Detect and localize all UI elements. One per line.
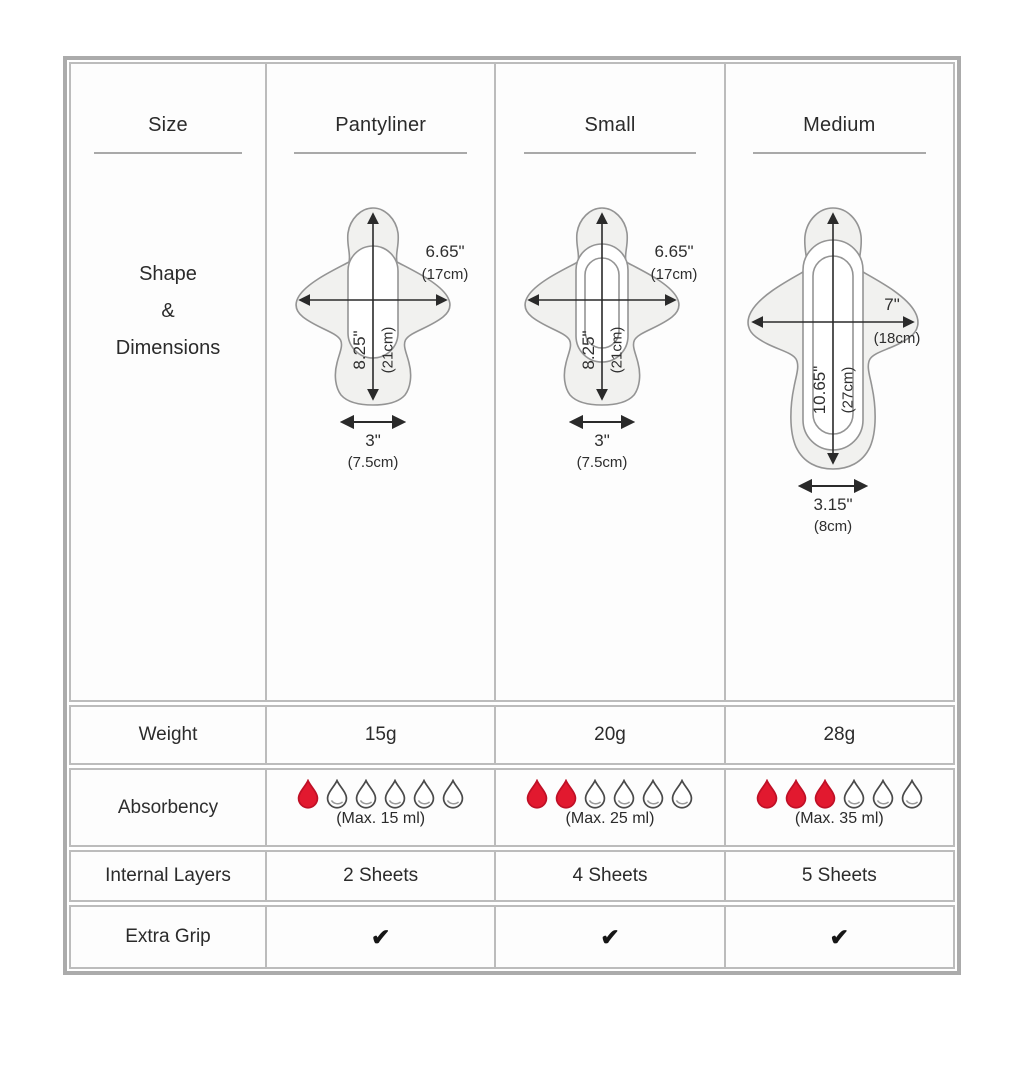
small-header <box>496 64 723 154</box>
size-header <box>71 64 265 154</box>
droplet-outline-icon <box>640 779 666 809</box>
size-header-label: Size <box>148 114 188 136</box>
width-label-in: 7" <box>884 295 901 314</box>
hip-label-cm: (7.5cm) <box>347 454 399 471</box>
droplet-filled-icon <box>783 779 809 809</box>
length-label-cm: (21cm) <box>378 326 396 374</box>
hip-label-cm: (8cm) <box>814 518 853 535</box>
header-underline <box>94 152 241 154</box>
absorbency-cell-medium <box>724 770 953 845</box>
length-label-cm: (27cm) <box>839 366 857 414</box>
weight-row-label: Weight <box>138 724 198 745</box>
hip-label-in: 3.15" <box>813 495 853 514</box>
droplet-filled-icon <box>524 779 550 809</box>
droplet-outline-icon <box>611 779 637 809</box>
width-label-in: 6.65" <box>425 242 465 261</box>
shape-label-line3: Dimensions <box>115 337 221 359</box>
hip-label-in: 3" <box>364 431 381 450</box>
header-underline <box>753 152 926 154</box>
medium-header-label: Medium <box>803 114 876 136</box>
absorbency-max-pantyliner: (Max. 15 ml) <box>336 810 426 827</box>
droplet-outline-icon <box>440 779 466 809</box>
droplet-outline-icon <box>899 779 925 809</box>
length-label-in: 8.25" <box>349 330 369 370</box>
absorbency-cell-small <box>494 770 723 845</box>
pantyliner-header-label: Pantyliner <box>335 114 427 136</box>
medium-column <box>724 64 953 700</box>
weight-value-pantyliner: 15g <box>364 724 397 745</box>
header-underline <box>294 152 467 154</box>
weight-value-medium: 28g <box>823 724 856 745</box>
layers-row-label: Internal Layers <box>105 865 231 886</box>
droplet-outline-icon <box>669 779 695 809</box>
weight-value-small: 20g <box>594 724 626 745</box>
checkmark-icon: ✔ <box>829 923 849 950</box>
grip-row-label: Extra Grip <box>125 926 211 947</box>
length-label-cm: (21cm) <box>608 326 626 374</box>
extra-grip-row <box>69 905 955 969</box>
header-and-shape-section <box>69 62 955 702</box>
absorbency-cell-pantyliner <box>265 770 494 845</box>
medium-header <box>726 64 953 154</box>
droplet-outline-icon <box>353 779 379 809</box>
droplet-filled-icon <box>295 779 321 809</box>
weight-row <box>69 705 955 765</box>
hip-label-cm: (7.5cm) <box>576 454 628 471</box>
absorbency-row-label: Absorbency <box>117 796 219 818</box>
droplet-rating <box>295 779 466 809</box>
size-comparison-table <box>63 56 961 975</box>
droplet-rating <box>754 779 925 809</box>
width-label-cm: (17cm) <box>421 266 468 283</box>
droplet-rating <box>524 779 695 809</box>
layers-value-small: 4 Sheets <box>572 865 648 886</box>
width-label-cm: (17cm) <box>650 266 698 283</box>
layers-value-medium: 5 Sheets <box>801 865 877 886</box>
absorbency-max-small: (Max. 25 ml) <box>565 810 655 827</box>
droplet-filled-icon <box>812 779 838 809</box>
droplet-outline-icon <box>841 779 867 809</box>
pantyliner-header <box>267 64 494 154</box>
droplet-filled-icon <box>553 779 579 809</box>
droplet-outline-icon <box>382 779 408 809</box>
header-underline <box>524 152 697 154</box>
pantyliner-shape-diagram <box>271 200 491 472</box>
width-label-in: 6.65" <box>654 242 694 261</box>
length-label-in: 8.25" <box>578 330 598 370</box>
small-column <box>494 64 723 700</box>
small-header-label: Small <box>584 114 636 136</box>
length-label-in: 10.65" <box>810 365 830 415</box>
droplet-outline-icon <box>324 779 350 809</box>
shape-label-line1: Shape <box>139 263 197 285</box>
medium-shape-diagram <box>726 200 952 545</box>
shape-label-line2: & <box>161 300 175 322</box>
checkmark-icon: ✔ <box>600 923 620 950</box>
width-label-cm: (18cm) <box>873 330 921 347</box>
small-shape-diagram <box>500 200 720 472</box>
absorbency-row <box>69 768 955 847</box>
pantyliner-column <box>265 64 494 700</box>
absorbency-max-medium: (Max. 35 ml) <box>794 810 884 827</box>
droplet-outline-icon <box>411 779 437 809</box>
droplet-filled-icon <box>754 779 780 809</box>
droplet-outline-icon <box>582 779 608 809</box>
layers-value-pantyliner: 2 Sheets <box>343 865 419 886</box>
hip-label-in: 3" <box>594 431 610 450</box>
checkmark-icon: ✔ <box>371 923 391 950</box>
shape-dimensions-label <box>116 256 220 367</box>
droplet-outline-icon <box>870 779 896 809</box>
size-column <box>71 64 265 700</box>
internal-layers-row <box>69 850 955 902</box>
